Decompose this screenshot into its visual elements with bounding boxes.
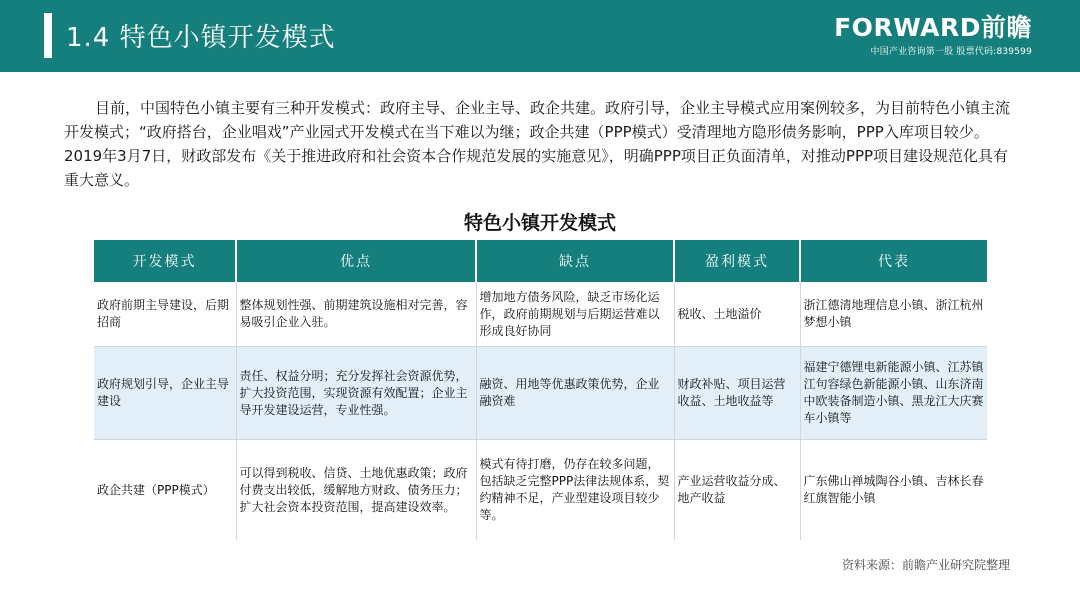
header-bar [0,0,1080,72]
cell-mode: 政府前期主导建设，后期招商 [94,282,236,347]
header-mode: 开发模式 [94,240,236,282]
cell-profit-model: 税收、土地溢价 [674,282,800,347]
cell-mode: 政企共建（PPP模式） [94,440,236,541]
cell-examples: 广东佛山禅城陶谷小镇、吉林长春红旗智能小镇 [800,440,987,541]
table-row [94,282,987,347]
page-title: 1.4 特色小镇开发模式 [66,23,336,53]
cell-disadvantages: 融资、用地等优惠政策优势，企业融资难 [476,347,674,440]
header-disadvantages: 缺点 [476,240,674,282]
cell-disadvantages: 模式有待打磨，仍存在较多问题，包括缺乏完整PPP法律法规体系，契约精神不足，产业型建设项目较少等。 [476,440,674,541]
table-row [94,440,987,541]
source-note: 资料来源：前瞻产业研究院整理 [841,558,1010,572]
cell-profit-model: 产业运营收益分成、地产收益 [674,440,800,541]
table-row [94,347,987,440]
development-mode-table [94,240,987,540]
cell-examples: 福建宁德锂电新能源小镇、江苏镇江句容绿色新能源小镇、山东济南中欧装备制造小镇、黑龙江大庆赛车小镇等 [800,347,987,440]
header-advantages: 优点 [236,240,476,282]
brand-name: FORWARD前瞻 [834,13,1032,42]
cell-advantages: 可以得到税收、信贷、土地优惠政策；政府付费支出较低，缓解地方财政、债务压力；扩大社会资本投资范围，提高建设效率。 [236,440,476,541]
cell-advantages: 整体规划性强、前期建筑设施相对完善，容易吸引企业入驻。 [236,282,476,347]
brand-logo [834,14,1032,57]
title-accent-bar [44,13,52,58]
header-examples: 代表 [800,240,987,282]
cell-examples: 浙江德清地理信息小镇、浙江杭州梦想小镇 [800,282,987,347]
cell-advantages: 责任、权益分明；充分发挥社会资源优势，扩大投资范围，实现资源有效配置；企业主导开发建设运营，专业性强。 [236,347,476,440]
cell-profit-model: 财政补贴、项目运营收益、土地收益等 [674,347,800,440]
table-header-row [94,240,987,282]
cell-disadvantages: 增加地方债务风险，缺乏市场化运作，政府前期规划与后期运营难以形成良好协同 [476,282,674,347]
brand-tagline: 中国产业咨询第一股 股票代码:839599 [870,47,1032,57]
table-title: 特色小镇开发模式 [463,212,616,234]
intro-paragraph: 目前，中国特色小镇主要有三种开发模式：政府主导、企业主导、政企共建。政府引导，企业主导模式应用案例较多，为目前特色小镇主流开发模式；“政府搭台，企业唱戏”产业园式开发模式在当下难以为继；政企共建（PPP模式）受清理地方隐形债务影响，PPP入库项目较少。2019年3月7日，财政部发布《关于推进政府和社会资本合作规范发展的实施意见》，明确PPP项目正负面清单，对推动PPP项目建设规范化具有重大意义。 [64,99,1011,189]
header-profit-model: 盈利模式 [674,240,800,282]
cell-mode: 政府规划引导，企业主导建设 [94,347,236,440]
